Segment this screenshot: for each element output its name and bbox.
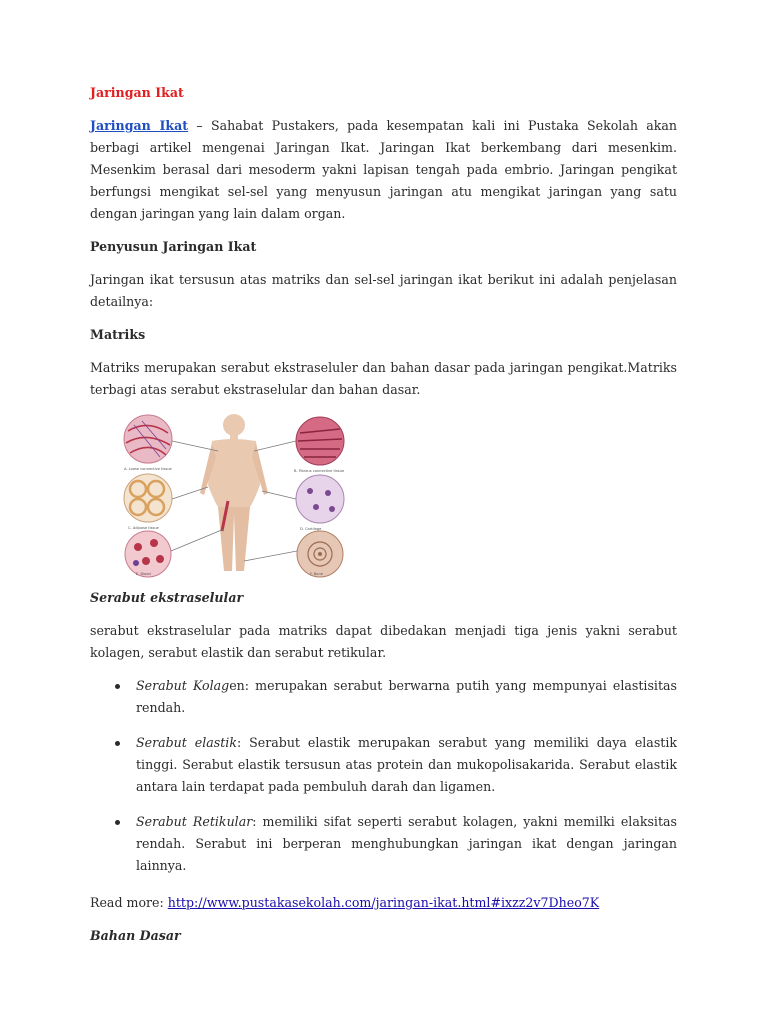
intro-link[interactable]: Jaringan Ikat <box>90 118 189 133</box>
text-kolagen: en: merupakan serabut berwarna putih yang mempunyai elastisitas rendah. <box>136 678 677 715</box>
connective-tissue-figure <box>94 411 370 579</box>
list-item-retikular <box>90 811 677 877</box>
term-retikular: Serabut Retikular <box>136 814 253 829</box>
term-kolagen: Serabut Kolag <box>136 678 230 693</box>
article-content <box>90 82 677 947</box>
section-paragraph-matriks: Matriks merupakan serabut ekstraseluler dan bahan dasar pada jaringan pengikat.Matriks terbagi atas serabut ekstraselular dan bahan dasar. <box>90 360 677 397</box>
connective-tissue-illustration <box>94 411 370 579</box>
intro-text: – Sahabat Pustakers, pada kesempatan kali ini Pustaka Sekolah akan berbagi artikel mengenai Jaringan Ikat. Jaringan Ikat berkembang dari mesenkim. Mesenkim berasal dari mesoderm yakni lapisan tengah pada embrio. Jaringan pengikat berfungsi mengikat sel-sel yang menyusun jaringan atu mengikat jaringan yang satu dengan jaringan yang lain dalam organ. <box>90 118 678 221</box>
text-elastik: : Serabut elastik merupakan serabut yang memiliki daya elastik tinggi. Serabut elastik tersusun atas protein dan mukopolisakarida. Serabut elastik antara lain terdapat pada pembuluh darah dan ligamen. <box>136 735 678 794</box>
read-more-link[interactable]: http://www.pustakasekolah.com/jaringan-ikat.html#ixzz2v7Dheo7K <box>167 895 600 910</box>
tissue-circle-fibrous <box>296 417 344 465</box>
tissue-circle-loose <box>124 415 172 463</box>
tissue-circle-bone <box>297 531 343 577</box>
panel-label-a: A. Loose connective tissue <box>124 467 172 471</box>
panel-label-e: E. Blood <box>136 572 151 576</box>
tissue-circle-cartilage <box>296 475 344 523</box>
section-heading-bahan-dasar: Bahan Dasar <box>90 928 181 943</box>
read-more-label: Read more: <box>90 895 168 910</box>
list-item-kolagen <box>90 675 677 719</box>
panel-label-d: D. Cartilage <box>300 527 322 531</box>
tissue-circle-blood <box>125 531 171 577</box>
tissue-circle-adipose <box>124 474 172 522</box>
list-item-elastik <box>90 732 677 798</box>
panel-label-c: C. Adipose tissue <box>128 526 159 530</box>
section-heading-matriks: Matriks <box>90 327 146 342</box>
read-more <box>90 892 677 914</box>
text-retikular: : memiliki sifat seperti serabut kolagen, yakni memilki elaksitas rendah. Serabut ini berperan menghubungkan jaringan ikat dengan jaringan lainnya. <box>136 814 677 873</box>
section-heading-penyusun: Penyusun Jaringan Ikat <box>90 239 257 254</box>
panel-label-f: F. Bone <box>310 572 323 576</box>
section-paragraph-penyusun: Jaringan ikat tersusun atas matriks dan sel-sel jaringan ikat berikut ini adalah penjelasan detailnya: <box>90 272 677 309</box>
fiber-types-list <box>90 675 677 877</box>
article-title: Jaringan Ikat <box>90 85 184 100</box>
panel-label-b: B. Fibrous connective tissue <box>294 469 345 473</box>
intro-paragraph <box>90 115 677 225</box>
section-heading-serabut: Serabut ekstraselular <box>90 590 244 605</box>
section-paragraph-serabut: serabut ekstraselular pada matriks dapat dibedakan menjadi tiga jenis yakni serabut kolagen, serabut elastik dan serabut retikular. <box>90 623 677 660</box>
term-elastik: Serabut elastik <box>136 735 237 750</box>
